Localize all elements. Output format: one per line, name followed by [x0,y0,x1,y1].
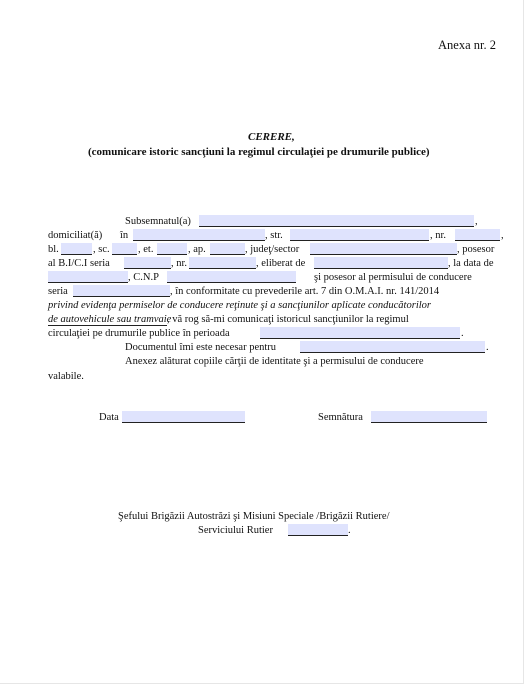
service-end: . [348,525,351,536]
signature-field[interactable] [371,411,487,423]
label-bl: bl. [48,244,59,255]
period-end: . [461,328,464,339]
purpose-field[interactable] [300,341,485,353]
request-text: , vă rog să-mi comunicaţi istoricul sancţiunilor la regimul [167,314,409,325]
block-field[interactable] [61,243,92,255]
service-field[interactable] [288,524,348,536]
label-period: circulaţiei pe drumurile publice în perioada [48,328,230,339]
label-signature: Semnătura [318,412,363,423]
label-id-nr: , nr. [171,258,188,269]
staircase-field[interactable] [112,243,137,255]
purpose-end: . [486,342,489,353]
page-subtitle: (comunicare istoric sancţiuni la regimul circulaţiei pe drumurile publice) [88,146,430,158]
label-license-series: seria [48,286,68,297]
label-posesor: , posesor [457,244,495,255]
name-field[interactable] [199,215,474,227]
street-field[interactable] [290,229,429,241]
issue-date-field[interactable] [48,271,128,283]
label-license-holder: şi posesor al permisului de conducere [314,272,472,283]
label-subsemnatul: Subsemnatul(a) [125,216,191,227]
legal-reference-underline [48,325,167,326]
comma: , [475,216,478,227]
license-series-field[interactable] [73,285,170,297]
county-field[interactable] [310,243,457,255]
floor-field[interactable] [157,243,187,255]
legal-reference-text: privind evidenţa permiselor de conducere reţinute şi a sancţiunilor aplicate conducătorilor [48,300,431,311]
street-number-field[interactable] [455,229,500,241]
issued-by-field[interactable] [314,257,448,269]
label-id-series: al B.I/C.I seria [48,258,110,269]
label-in: în [120,230,129,241]
date-field[interactable] [122,411,245,423]
label-judet: , judeţ/sector [245,244,300,255]
locality-field[interactable] [133,229,265,241]
label-issue-date: , la data de [448,258,494,269]
label-domiciliat: domiciliat(ă) [48,230,103,241]
addressee-service: Serviciului Rutier [198,525,273,536]
label-cnp: , C.N.P [128,272,159,283]
comma: , [501,230,504,241]
page-title: CERERE, [248,131,295,143]
period-field[interactable] [260,327,460,339]
label-et: , et. [138,244,154,255]
legal-basis-text: , în conformitate cu prevederile art. 7 din O.M.A.I. nr. 141/2014 [170,286,440,297]
legal-reference-text-cont: de autovehicule sau tramvaie [48,314,172,325]
label-nr: , nr. [430,230,447,241]
label-street: , str. [265,230,283,241]
attachments-text-cont: valabile. [48,371,84,382]
label-date: Data [99,412,119,423]
cnp-field[interactable] [167,271,296,283]
annex-label: Anexa nr. 2 [438,38,496,52]
label-issued-by: , eliberat de [256,258,306,269]
label-ap: , ap. [188,244,206,255]
id-number-field[interactable] [189,257,256,269]
label-sc: , sc. [93,244,110,255]
label-purpose: Documentul îmi este necesar pentru [125,342,277,353]
addressee-line: Şefului Brigăzii Autostrăzi şi Misiuni Speciale /Brigăzii Rutiere/ [118,511,390,522]
apartment-field[interactable] [210,243,245,255]
attachments-text: Anexez alăturat copiile cărţii de identitate şi a permisului de conducere [125,356,424,367]
id-series-field[interactable] [124,257,171,269]
